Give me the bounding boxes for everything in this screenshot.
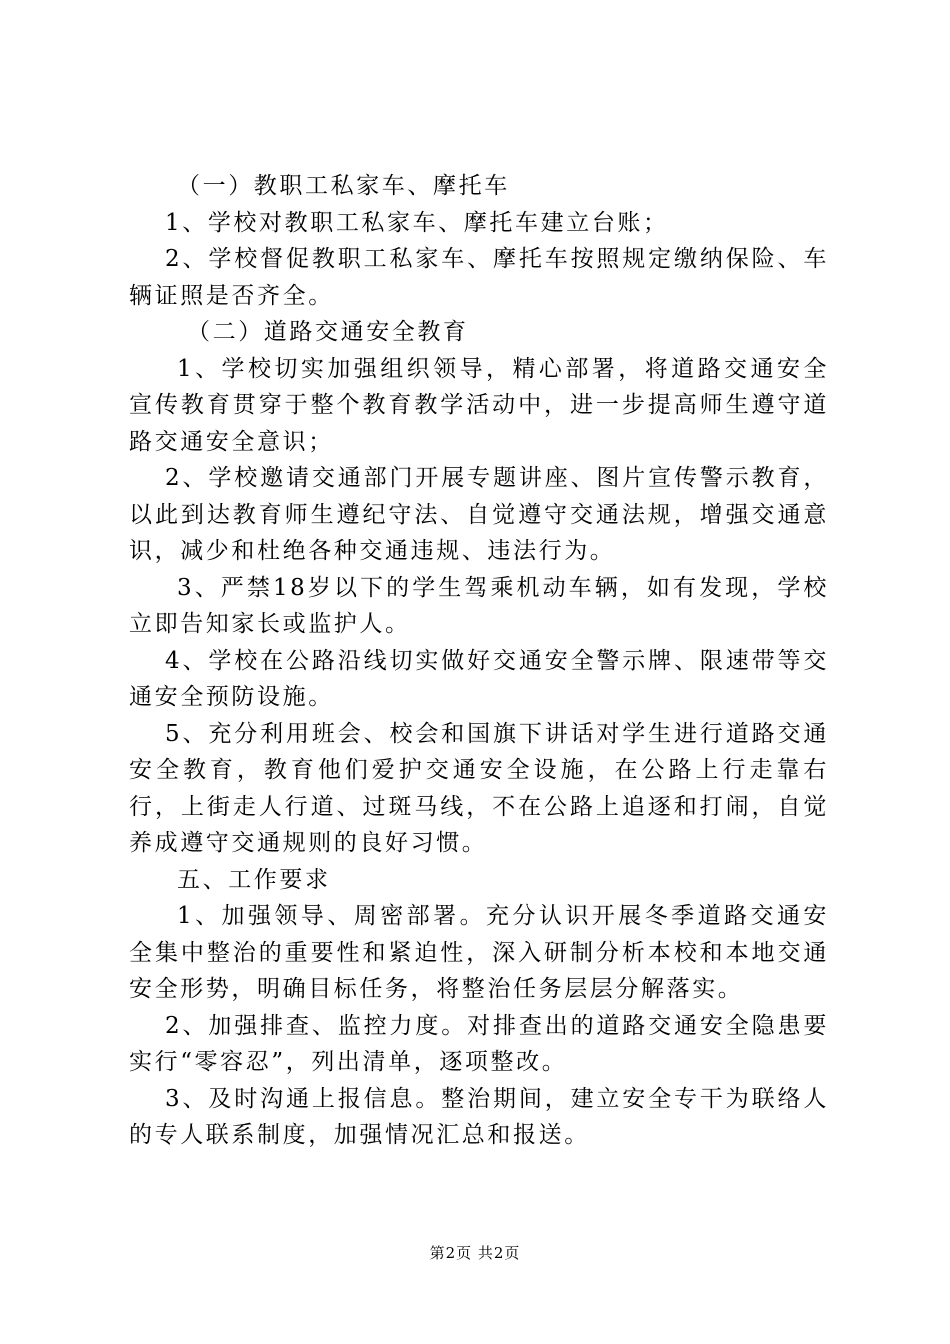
paragraph: 2、学校督促教职工私家车、摩托车按照规定缴纳保险、车辆证照是否齐全。 [129,246,829,309]
section-heading-work-requirements: 五、工作要求 [177,866,331,893]
paragraph: 2、学校邀请交通部门开展专题讲座、图片宣传警示教育，以此到达教育师生遵纪守法、自觉遵守交通法规，增强交通意识，减少和杜绝各种交通违规、违法行为。 [129,465,829,564]
paragraph: 3、及时沟通上报信息。整治期间，建立安全专干为联络人的专人联系制度，加强情况汇总和报送。 [129,1085,829,1148]
paragraph: 5、充分利用班会、校会和国旗下讲话对学生进行道路交通安全教育，教育他们爱护交通安全设施，在公路上行走靠右行，上街走人行道、过斑马线，不在公路上追逐和打闹，自觉养成遵守交通规则的良好习惯。 [129,720,829,856]
page-number-footer: 第2页 共2页 [429,1244,521,1262]
paragraph: 1、学校切实加强组织领导，精心部署，将道路交通安全宣传教育贯穿于整个教育教学活动中，进一步提高师生遵守道路交通安全意识； [129,355,829,455]
document-body [129,168,829,1154]
paragraph: 1、学校对教职工私家车、摩托车建立台账； [165,209,669,236]
section-heading-private-vehicles: （一）教职工私家车、摩托车 [177,173,510,199]
paragraph: 1、加强领导、周密部署。充分认识开展冬季道路交通安全集中整治的重要性和紧迫性，深入研制分析本校和本地交通安全形势，明确目标任务，将整治任务层层分解落实。 [129,903,829,1002]
section-heading-traffic-education: （二）道路交通安全教育 [187,319,469,345]
paragraph: 2、加强排查、监控力度。对排查出的道路交通安全隐患要实行“零容忍”，列出清单，逐项整改。 [129,1012,829,1075]
paragraph: 4、学校在公路沿线切实做好交通安全警示牌、限速带等交通安全预防设施。 [129,647,829,710]
paragraph: 3、严禁18岁以下的学生驾乘机动车辆，如有发现，学校立即告知家长或监护人。 [129,574,829,637]
